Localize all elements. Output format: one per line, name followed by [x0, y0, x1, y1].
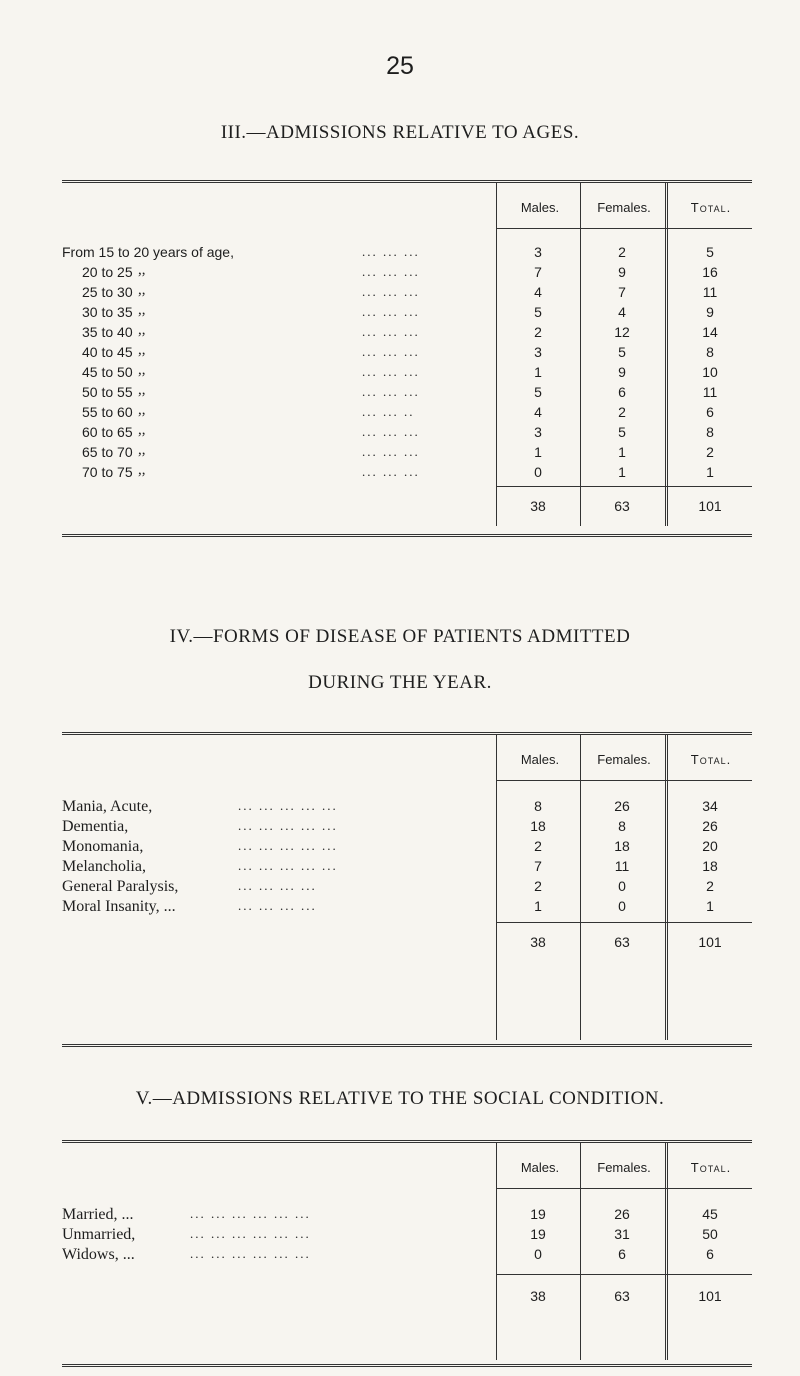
leader-dots: ... ... ... ... ... — [238, 798, 338, 813]
cell-females: 12 — [614, 324, 630, 340]
table-row — [0, 424, 800, 444]
total-females: 63 — [614, 498, 630, 514]
ditto-mark: ,, — [138, 342, 146, 358]
column-header-total: Total. — [690, 200, 732, 215]
table-row — [0, 1226, 800, 1246]
leader-dots: ... ... ... — [362, 304, 420, 319]
leader-dots: ... ... ... ... ... — [238, 858, 338, 873]
cell-males: 2 — [534, 324, 542, 340]
table-row — [0, 858, 800, 878]
cell-females: 18 — [614, 838, 630, 854]
cell-females: 2 — [618, 244, 626, 260]
cell-males: 5 — [534, 384, 542, 400]
column-header-total: Total. — [690, 752, 732, 767]
cell-females: 7 — [618, 284, 626, 300]
cell-males: 5 — [534, 304, 542, 320]
section-4-title: IV.—FORMS OF DISEASE OF PATIENTS ADMITTED — [169, 626, 631, 647]
column-header-males: Males. — [520, 752, 560, 767]
leader-dots: ... ... ... ... ... — [238, 838, 338, 853]
leader-dots: ... ... ... — [362, 364, 420, 379]
cell-females: 1 — [618, 444, 626, 460]
total-males: 38 — [530, 1288, 546, 1304]
row-label: 50 to 55 — [82, 384, 133, 400]
cell-males: 7 — [534, 264, 542, 280]
row-label: 65 to 70 — [82, 444, 133, 460]
total-males: 38 — [530, 498, 546, 514]
cell-total: 8 — [706, 344, 714, 360]
cell-females: 5 — [618, 424, 626, 440]
cell-females: 0 — [618, 898, 626, 914]
ditto-mark: ,, — [138, 382, 146, 398]
disease-forms-table — [0, 732, 800, 1052]
column-header-females: Females. — [597, 200, 651, 215]
leader-dots: ... ... ... — [362, 424, 420, 439]
row-label: Melancholia, — [62, 858, 146, 875]
row-label: 25 to 30 — [82, 284, 133, 300]
ditto-mark: ,, — [138, 402, 146, 418]
cell-total: 16 — [702, 264, 718, 280]
cell-males: 3 — [534, 344, 542, 360]
total-overline — [496, 486, 752, 487]
table-row — [0, 404, 800, 424]
cell-males: 0 — [534, 464, 542, 480]
cell-total: 34 — [702, 798, 718, 814]
cell-females: 31 — [614, 1226, 630, 1242]
cell-total: 9 — [706, 304, 714, 320]
cell-males: 4 — [534, 284, 542, 300]
table-top-rule — [62, 1140, 752, 1143]
header-underline — [496, 228, 752, 229]
row-label: 40 to 45 — [82, 344, 133, 360]
table-row — [0, 444, 800, 464]
cell-males: 2 — [534, 878, 542, 894]
cell-males: 1 — [534, 364, 542, 380]
leader-dots: ... ... ... — [362, 244, 420, 259]
cell-females: 4 — [618, 304, 626, 320]
cell-males: 19 — [530, 1206, 546, 1222]
row-label: 60 to 65 — [82, 424, 133, 440]
row-label: 55 to 60 — [82, 404, 133, 420]
cell-males: 18 — [530, 818, 546, 834]
social-condition-table — [0, 1140, 800, 1360]
cell-females: 9 — [618, 264, 626, 280]
table-top-rule — [62, 732, 752, 735]
cell-males: 8 — [534, 798, 542, 814]
leader-dots: ... ... ... ... ... ... — [190, 1226, 311, 1241]
ditto-mark: ,, — [138, 282, 146, 298]
total-overline — [496, 1274, 752, 1275]
cell-total: 2 — [706, 878, 714, 894]
cell-total: 5 — [706, 244, 714, 260]
table-row — [0, 818, 800, 838]
leader-dots: ... ... ... ... — [238, 898, 317, 913]
cell-females: 9 — [618, 364, 626, 380]
leader-dots: ... ... ... ... ... ... — [190, 1206, 311, 1221]
ditto-mark: ,, — [138, 362, 146, 378]
total-males: 38 — [530, 934, 546, 950]
table-row — [0, 878, 800, 898]
row-label: General Paralysis, — [62, 878, 179, 895]
table-row — [0, 1246, 800, 1266]
table-row — [0, 324, 800, 344]
leader-dots: ... ... ... ... — [238, 878, 317, 893]
row-label: 30 to 35 — [82, 304, 133, 320]
age-admissions-table — [0, 180, 800, 540]
table-row — [0, 244, 800, 264]
header-underline — [496, 1188, 752, 1189]
row-label: Moral Insanity, ... — [62, 898, 176, 915]
column-header-females: Females. — [597, 1160, 651, 1175]
cell-males: 0 — [534, 1246, 542, 1262]
cell-females: 0 — [618, 878, 626, 894]
cell-total: 6 — [706, 404, 714, 420]
row-label: Married, ... — [62, 1206, 134, 1223]
ditto-mark: ,, — [138, 262, 146, 278]
table-row — [0, 384, 800, 404]
section-4-subtitle: DURING THE YEAR. — [308, 672, 492, 693]
ditto-mark: ,, — [138, 302, 146, 318]
section-5-title: V.—ADMISSIONS RELATIVE TO THE SOCIAL CONDITION. — [135, 1088, 665, 1109]
cell-males: 1 — [534, 444, 542, 460]
table-row — [0, 838, 800, 858]
cell-total: 14 — [702, 324, 718, 340]
grand-total: 101 — [698, 934, 722, 950]
cell-total: 6 — [706, 1246, 714, 1262]
leader-dots: ... ... ... — [362, 324, 420, 339]
cell-females: 1 — [618, 464, 626, 480]
cell-total: 26 — [702, 818, 718, 834]
row-label: From 15 to 20 years of age, — [62, 244, 234, 260]
page-number: 25 — [386, 52, 414, 80]
table-top-rule — [62, 180, 752, 183]
table-row — [0, 798, 800, 818]
cell-total: 10 — [702, 364, 718, 380]
row-label: Widows, ... — [62, 1246, 135, 1263]
table-row — [0, 898, 800, 918]
leader-dots: ... ... ... ... ... ... — [190, 1246, 311, 1261]
cell-females: 26 — [614, 798, 630, 814]
cell-total: 1 — [706, 898, 714, 914]
cell-females: 6 — [618, 384, 626, 400]
cell-females: 6 — [618, 1246, 626, 1262]
section-3-title: III.—ADMISSIONS RELATIVE TO AGES. — [220, 122, 580, 143]
cell-males: 2 — [534, 838, 542, 854]
row-label: 45 to 50 — [82, 364, 133, 380]
leader-dots: ... ... ... — [362, 444, 420, 459]
table-row — [0, 364, 800, 384]
cell-total: 1 — [706, 464, 714, 480]
table-row — [0, 1206, 800, 1226]
leader-dots: ... ... ... — [362, 264, 420, 279]
table-row — [0, 304, 800, 324]
cell-total: 18 — [702, 858, 718, 874]
column-header-males: Males. — [520, 1160, 560, 1175]
total-overline — [496, 922, 752, 923]
cell-females: 5 — [618, 344, 626, 360]
cell-males: 4 — [534, 404, 542, 420]
leader-dots: ... ... ... — [362, 284, 420, 299]
cell-males: 7 — [534, 858, 542, 874]
cell-females: 11 — [614, 858, 630, 874]
row-label: Unmarried, — [62, 1226, 136, 1243]
column-header-females: Females. — [597, 752, 651, 767]
cell-males: 1 — [534, 898, 542, 914]
cell-males: 19 — [530, 1226, 546, 1242]
cell-total: 20 — [702, 838, 718, 854]
ditto-mark: ,, — [138, 462, 146, 478]
cell-total: 11 — [702, 384, 718, 400]
cell-total: 11 — [702, 284, 718, 300]
table-row — [0, 344, 800, 364]
leader-dots: ... ... .. — [362, 404, 415, 419]
grand-total: 101 — [698, 498, 722, 514]
row-label: Mania, Acute, — [62, 798, 153, 815]
grand-total: 101 — [698, 1288, 722, 1304]
row-label: 35 to 40 — [82, 324, 133, 340]
ditto-mark: ,, — [138, 322, 146, 338]
table-bottom-rule — [62, 1044, 752, 1047]
cell-females: 2 — [618, 404, 626, 420]
cell-total: 8 — [706, 424, 714, 440]
cell-males: 3 — [534, 244, 542, 260]
row-label: Monomania, — [62, 838, 144, 855]
cell-total: 50 — [702, 1226, 718, 1242]
cell-females: 8 — [618, 818, 626, 834]
table-bottom-rule — [62, 534, 752, 537]
leader-dots: ... ... ... — [362, 344, 420, 359]
leader-dots: ... ... ... — [362, 464, 420, 479]
table-row — [0, 264, 800, 284]
leader-dots: ... ... ... — [362, 384, 420, 399]
cell-total: 2 — [706, 444, 714, 460]
column-header-total: Total. — [690, 1160, 732, 1175]
row-label: 70 to 75 — [82, 464, 133, 480]
ditto-mark: ,, — [138, 422, 146, 438]
ditto-mark: ,, — [138, 442, 146, 458]
header-underline — [496, 780, 752, 781]
table-row — [0, 464, 800, 484]
total-females: 63 — [614, 1288, 630, 1304]
leader-dots: ... ... ... ... ... — [238, 818, 338, 833]
cell-females: 26 — [614, 1206, 630, 1222]
table-row — [0, 284, 800, 304]
row-label: 20 to 25 — [82, 264, 133, 280]
cell-males: 3 — [534, 424, 542, 440]
cell-total: 45 — [702, 1206, 718, 1222]
table-bottom-rule — [62, 1364, 752, 1367]
column-header-males: Males. — [520, 200, 560, 215]
row-label: Dementia, — [62, 818, 129, 835]
total-females: 63 — [614, 934, 630, 950]
